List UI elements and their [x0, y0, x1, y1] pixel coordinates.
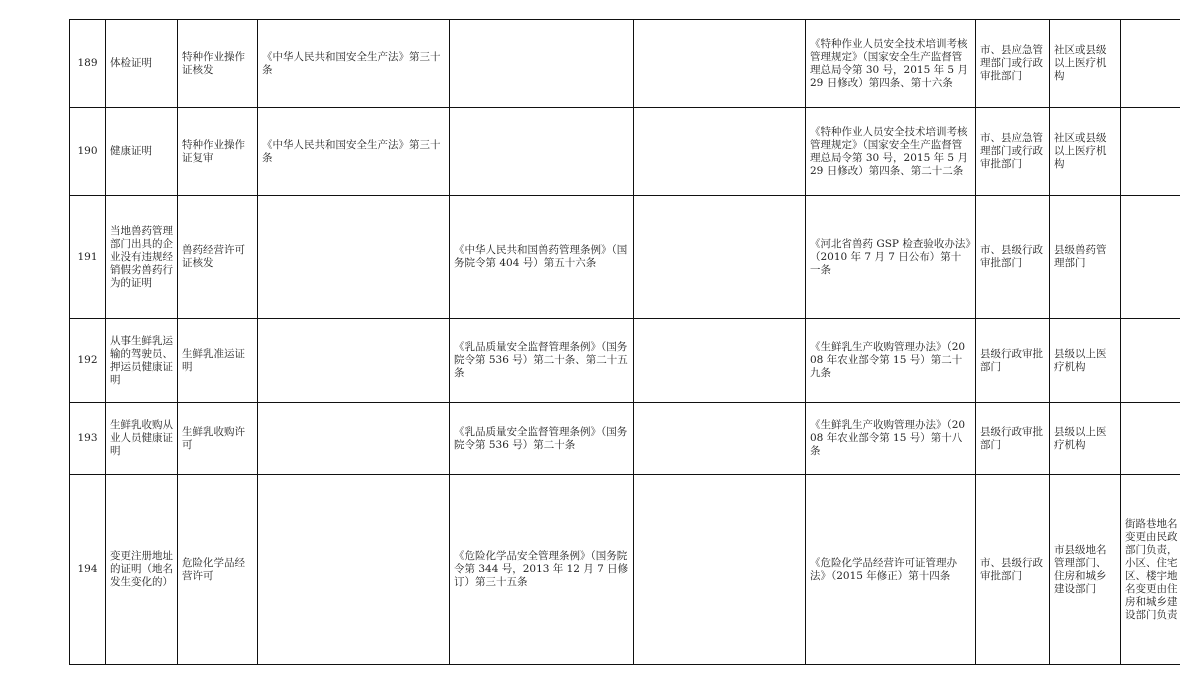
department-cell: 县级行政审批部门	[976, 403, 1050, 475]
item-cell: 特种作业操作证核发	[178, 20, 258, 108]
note-cell	[1121, 319, 1180, 403]
material-cell: 从事生鲜乳运输的驾驶员、押运员健康证明	[106, 319, 178, 403]
regulation-cell: 《中华人民共和国兽药管理条例》（国务院令第 404 号）第五十六条	[450, 196, 634, 319]
local-regulation-cell	[634, 108, 806, 196]
table-row	[70, 196, 1180, 319]
local-regulation-cell	[634, 20, 806, 108]
note-cell	[1121, 196, 1180, 319]
regulation-cell: 《危险化学品安全管理条例》（国务院令第 344 号，2013 年 12 月 7 日修订）第三十五条	[450, 475, 634, 665]
issuer-cell: 市县级地名管理部门、住房和城乡建设部门	[1050, 475, 1121, 665]
note-cell: 街路巷地名变更由民政部门负责，小区、住宅区、楼宇地名变更由住房和城乡建设部门负责	[1121, 475, 1180, 665]
material-cell: 变更注册地址的证明（地名发生变化的）	[106, 475, 178, 665]
rule-cell: 《特种作业人员安全技术培训考核管理规定》（国家安全生产监督管理总局令第 30 号，2015 年 5 月 29 日修改）第四条、第二十二条	[806, 108, 976, 196]
row-number: 194	[70, 475, 106, 665]
table-row	[70, 475, 1180, 665]
table-body	[70, 20, 1180, 665]
law-cell	[258, 475, 450, 665]
item-cell: 生鲜乳收购许可	[178, 403, 258, 475]
regulation-cell: 《乳品质量安全监督管理条例》（国务院令第 536 号）第二十条	[450, 403, 634, 475]
note-cell	[1121, 20, 1180, 108]
local-regulation-cell	[634, 319, 806, 403]
department-cell: 市、县级行政审批部门	[976, 475, 1050, 665]
row-number: 193	[70, 403, 106, 475]
item-cell: 生鲜乳准运证明	[178, 319, 258, 403]
note-cell	[1121, 108, 1180, 196]
law-cell: 《中华人民共和国安全生产法》第三十条	[258, 108, 450, 196]
note-cell	[1121, 403, 1180, 475]
material-cell: 生鲜乳收购从业人员健康证明	[106, 403, 178, 475]
regulation-cell	[450, 108, 634, 196]
department-cell: 市、县级行政审批部门	[976, 196, 1050, 319]
item-cell: 危险化学品经营许可	[178, 475, 258, 665]
rule-cell: 《河北省兽药 GSP 检查验收办法》（2010 年 7 月 7 日公布）第十一条	[806, 196, 976, 319]
rule-cell: 《生鲜乳生产收购管理办法》（2008 年农业部令第 15 号）第二十九条	[806, 319, 976, 403]
issuer-cell: 社区或县级以上医疗机构	[1050, 20, 1121, 108]
item-cell: 兽药经营许可证核发	[178, 196, 258, 319]
table-row	[70, 20, 1180, 108]
regulation-cell	[450, 20, 634, 108]
regulation-cell: 《乳品质量安全监督管理条例》（国务院令第 536 号）第二十条、第二十五条	[450, 319, 634, 403]
rule-cell: 《特种作业人员安全技术培训考核管理规定》（国家安全生产监督管理总局令第 30 号，2015 年 5 月 29 日修改）第四条、第十六条	[806, 20, 976, 108]
item-cell: 特种作业操作证复审	[178, 108, 258, 196]
issuer-cell: 县级以上医疗机构	[1050, 403, 1121, 475]
row-number: 192	[70, 319, 106, 403]
issuer-cell: 社区或县级以上医疗机构	[1050, 108, 1121, 196]
local-regulation-cell	[634, 403, 806, 475]
row-number: 190	[70, 108, 106, 196]
department-cell: 市、县应急管理部门或行政审批部门	[976, 20, 1050, 108]
material-cell: 当地兽药管理部门出具的企业没有违规经销假劣兽药行为的证明	[106, 196, 178, 319]
table-row	[70, 108, 1180, 196]
table-row	[70, 319, 1180, 403]
department-cell: 市、县应急管理部门或行政审批部门	[976, 108, 1050, 196]
material-cell: 体检证明	[106, 20, 178, 108]
law-cell: 《中华人民共和国安全生产法》第三十条	[258, 20, 450, 108]
local-regulation-cell	[634, 196, 806, 319]
law-cell	[258, 196, 450, 319]
table-row	[70, 403, 1180, 475]
material-cell: 健康证明	[106, 108, 178, 196]
issuer-cell: 县级以上医疗机构	[1050, 319, 1121, 403]
law-cell	[258, 319, 450, 403]
row-number: 191	[70, 196, 106, 319]
law-cell	[258, 403, 450, 475]
regulation-table	[69, 19, 1180, 665]
rule-cell: 《危险化学品经营许可证管理办法》（2015 年修正）第十四条	[806, 475, 976, 665]
department-cell: 县级行政审批部门	[976, 319, 1050, 403]
row-number: 189	[70, 20, 106, 108]
issuer-cell: 县级兽药管理部门	[1050, 196, 1121, 319]
local-regulation-cell	[634, 475, 806, 665]
rule-cell: 《生鲜乳生产收购管理办法》（2008 年农业部令第 15 号）第十八条	[806, 403, 976, 475]
